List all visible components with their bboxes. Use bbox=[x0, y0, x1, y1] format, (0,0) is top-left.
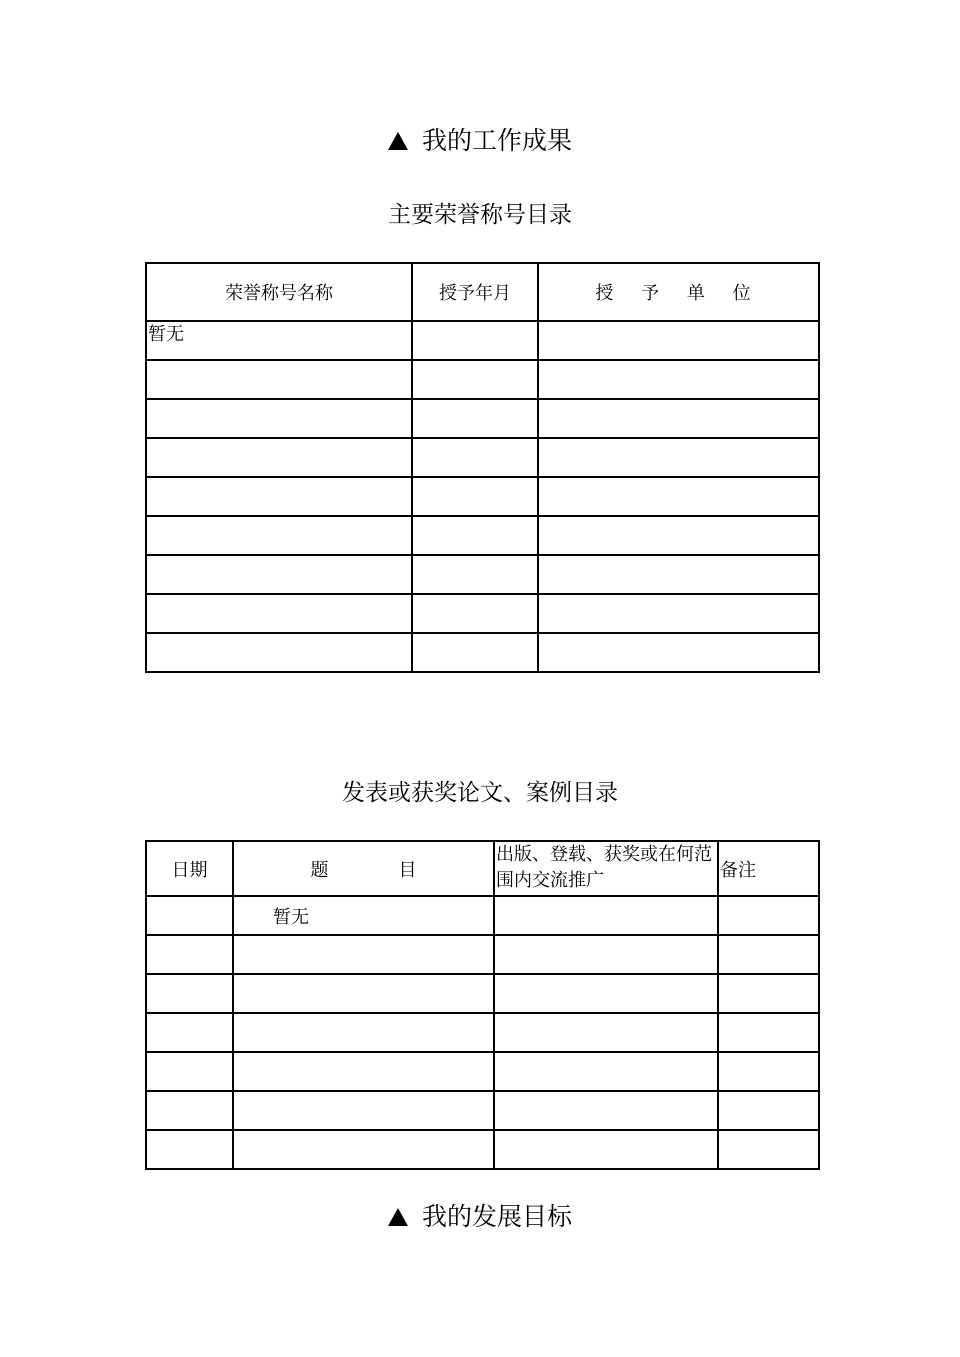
cell-title bbox=[233, 1052, 494, 1091]
table-row bbox=[146, 555, 819, 594]
cell-scope bbox=[494, 1091, 718, 1130]
table-row bbox=[146, 1013, 819, 1052]
cell-unit bbox=[538, 555, 819, 594]
cell-date bbox=[146, 896, 233, 935]
cell-note bbox=[718, 896, 819, 935]
cell-date bbox=[412, 399, 538, 438]
cell-name bbox=[146, 555, 412, 594]
header-cell-date: 日期 bbox=[146, 841, 233, 896]
cell-unit bbox=[538, 633, 819, 672]
cell-title bbox=[233, 1013, 494, 1052]
cell-title bbox=[233, 1091, 494, 1130]
cell-note bbox=[718, 1052, 819, 1091]
cell-name bbox=[146, 594, 412, 633]
cell-date bbox=[412, 633, 538, 672]
table-row bbox=[146, 321, 819, 360]
cell-name bbox=[146, 438, 412, 477]
table-row bbox=[146, 1091, 819, 1130]
cell-unit bbox=[538, 594, 819, 633]
cell-name bbox=[146, 633, 412, 672]
triangle-icon bbox=[388, 1208, 408, 1226]
papers-table-title: 发表或获奖论文、案例目录 bbox=[342, 780, 618, 806]
table-row bbox=[146, 594, 819, 633]
cell-note bbox=[718, 974, 819, 1013]
cell-date bbox=[412, 555, 538, 594]
cell-scope bbox=[494, 974, 718, 1013]
cell-date bbox=[146, 935, 233, 974]
table-row bbox=[146, 438, 819, 477]
cell-title: 暂无 bbox=[233, 896, 494, 935]
cell-title bbox=[233, 1130, 494, 1169]
cell-date bbox=[146, 1052, 233, 1091]
header-cell-name: 荣誉称号名称 bbox=[146, 263, 412, 321]
cell-unit bbox=[538, 477, 819, 516]
table-header-row bbox=[146, 263, 819, 321]
section-heading-achievements bbox=[0, 125, 960, 157]
honors-table bbox=[145, 262, 820, 673]
header-cell-date: 授予年月 bbox=[412, 263, 538, 321]
cell-date bbox=[412, 477, 538, 516]
cell-title bbox=[233, 935, 494, 974]
section-heading-goals bbox=[0, 1201, 960, 1233]
cell-scope bbox=[494, 935, 718, 974]
cell-name bbox=[146, 477, 412, 516]
table-header-row bbox=[146, 841, 819, 896]
cell-scope bbox=[494, 896, 718, 935]
table-row bbox=[146, 360, 819, 399]
cell-scope bbox=[494, 1130, 718, 1169]
triangle-icon bbox=[388, 132, 408, 150]
table-row bbox=[146, 1052, 819, 1091]
cell-date bbox=[146, 1013, 233, 1052]
table-row bbox=[146, 477, 819, 516]
table-row bbox=[146, 516, 819, 555]
cell-note bbox=[718, 1013, 819, 1052]
cell-name bbox=[146, 516, 412, 555]
cell-note bbox=[718, 1130, 819, 1169]
cell-date bbox=[146, 974, 233, 1013]
table-row bbox=[146, 935, 819, 974]
cell-date bbox=[412, 321, 538, 360]
honors-table-title: 主要荣誉称号目录 bbox=[388, 202, 572, 228]
section-heading-text: 我的发展目标 bbox=[421, 1202, 572, 1231]
cell-name bbox=[146, 360, 412, 399]
cell-date bbox=[146, 1091, 233, 1130]
cell-unit bbox=[538, 360, 819, 399]
papers-table bbox=[145, 840, 820, 1170]
header-cell-scope: 出版、登载、获奖或在何范围内交流推广 bbox=[494, 841, 718, 896]
header-cell-unit: 授 予 单 位 bbox=[538, 263, 819, 321]
table-row bbox=[146, 633, 819, 672]
cell-note bbox=[718, 935, 819, 974]
header-cell-note: 备注 bbox=[718, 841, 819, 896]
header-cell-title bbox=[233, 841, 494, 896]
cell-unit bbox=[538, 399, 819, 438]
cell-name: 暂无 bbox=[146, 321, 412, 360]
cell-date bbox=[412, 516, 538, 555]
cell-name bbox=[146, 399, 412, 438]
table-row bbox=[146, 974, 819, 1013]
cell-title bbox=[233, 974, 494, 1013]
cell-unit bbox=[538, 438, 819, 477]
cell-note bbox=[718, 1091, 819, 1130]
cell-date bbox=[412, 594, 538, 633]
table-row bbox=[146, 896, 819, 935]
cell-scope bbox=[494, 1052, 718, 1091]
header-title-char-1: 题 bbox=[310, 859, 329, 881]
cell-date bbox=[146, 1130, 233, 1169]
table-row bbox=[146, 399, 819, 438]
table-row bbox=[146, 1130, 819, 1169]
header-title-char-2: 目 bbox=[398, 859, 417, 881]
cell-date bbox=[412, 360, 538, 399]
cell-unit bbox=[538, 321, 819, 360]
cell-unit bbox=[538, 516, 819, 555]
cell-scope bbox=[494, 1013, 718, 1052]
section-heading-text: 我的工作成果 bbox=[421, 126, 572, 155]
cell-date bbox=[412, 438, 538, 477]
